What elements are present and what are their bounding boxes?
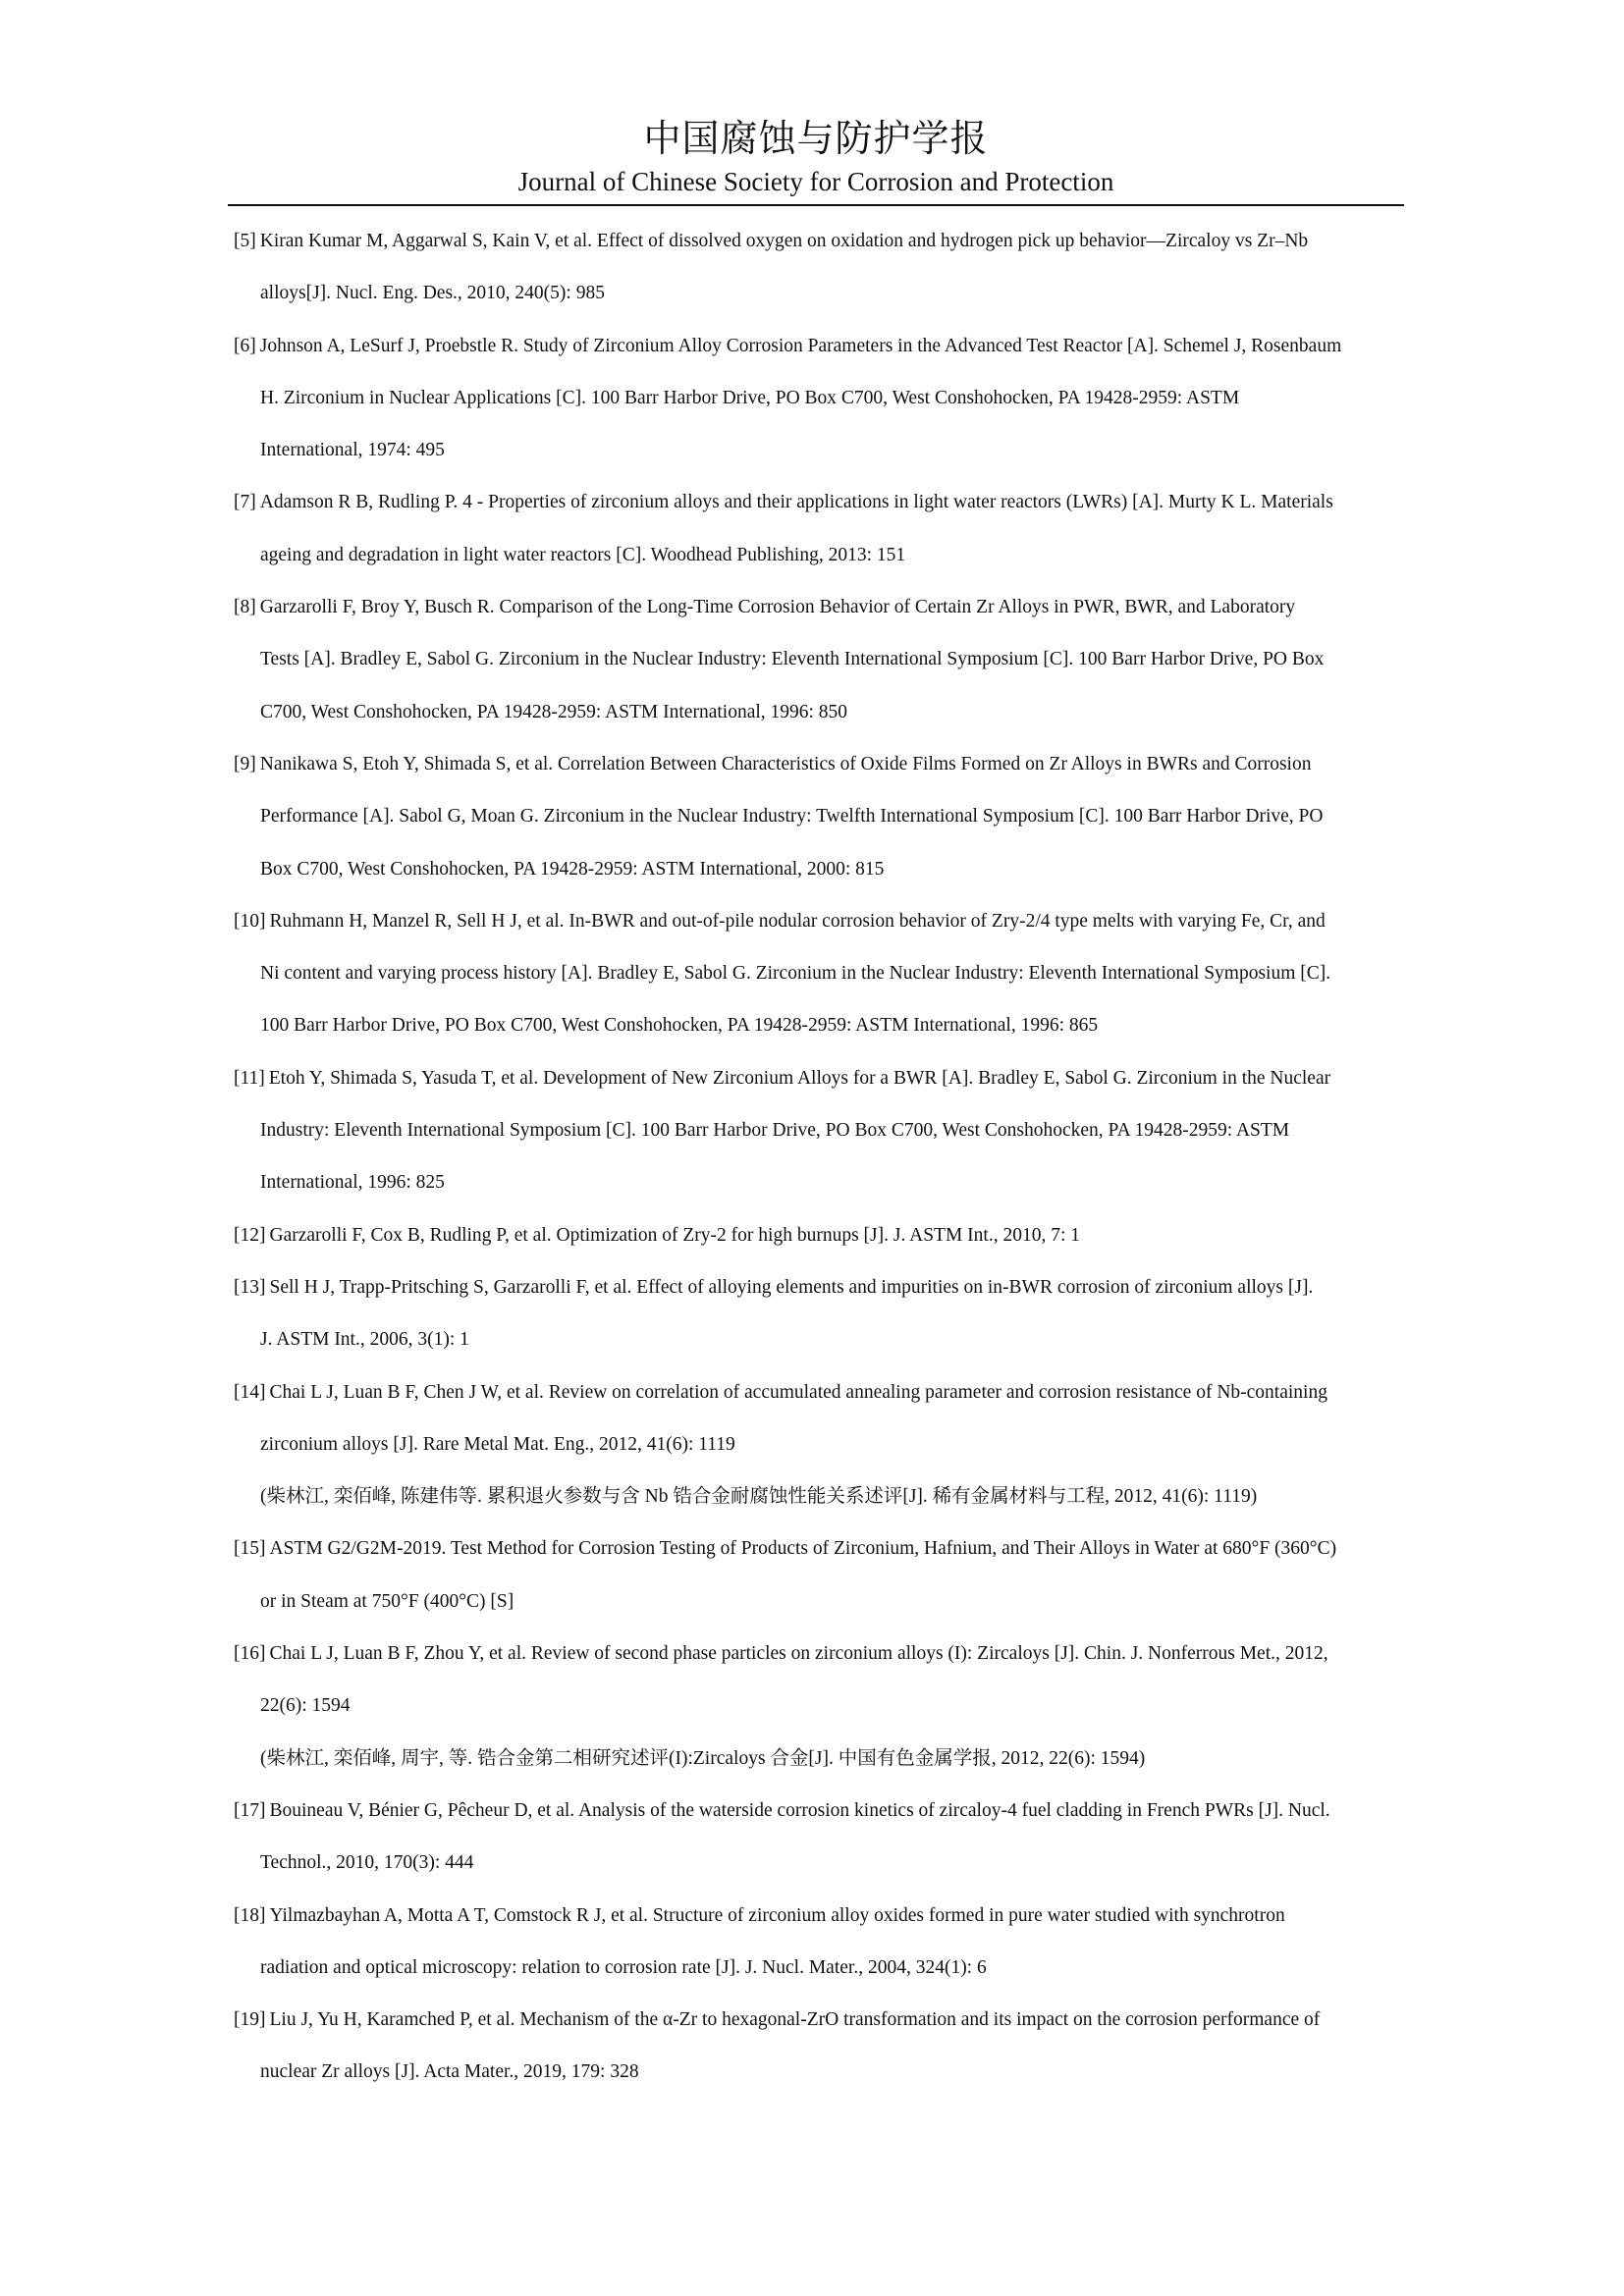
reference-first-line (234, 1628, 1404, 1680)
reference-item (234, 215, 1404, 320)
reference-text: Ruhmann H, Manzel R, Sell H J, et al. In-BWR and out-of-pile nodular corrosion behavior of Zry-2/4 type melts with varying Fe, Cr, and (269, 910, 1326, 932)
reference-continuation: International, 1996: 825 (260, 1172, 445, 1194)
reference-text: Etoh Y, Shimada S, Yasuda T, et al. Development of New Zirconium Alloys for a BWR [A]. Bradley E, Sabol G. Zirconium in the Nuclear (268, 1067, 1331, 1089)
reference-number: [9] (234, 753, 256, 774)
reference-continuation: H. Zirconium in Nuclear Applications [C]. 100 Barr Harbor Drive, PO Box C700, West Conshohocken, PA 19428-2959: ASTM (260, 387, 1240, 408)
reference-item (234, 1785, 1404, 1890)
reference-first-line (234, 1785, 1404, 1837)
reference-text: Yilmazbayhan A, Motta A T, Comstock R J, et al. Structure of zirconium alloy oxides formed in pure water studied with synchrotron (269, 1904, 1285, 1926)
reference-chinese-translation: (柴林江, 栾佰峰, 周宇, 等. 锆合金第二相研究述评(I):Zircaloys 合金[J]. 中国有色金属学报, 2012, 22(6): 1594) (260, 1747, 1146, 1769)
reference-continuation: Box C700, West Conshohocken, PA 19428-2959: ASTM International, 2000: 815 (260, 858, 885, 880)
reference-continuation: radiation and optical microscopy: relation to corrosion rate [J]. J. Nucl. Mater., 2004, 324(1): 6 (260, 1956, 987, 1978)
reference-number: [14] (234, 1381, 266, 1403)
reference-number: [17] (234, 1799, 266, 1821)
reference-number: [10] (234, 910, 266, 932)
reference-number: [11] (234, 1067, 265, 1089)
reference-continuation: Ni content and varying process history [A]. Bradley E, Sabol G. Zirconium in the Nuclear Industry: Eleventh International Symposium [C]. (260, 963, 1331, 985)
reference-first-line (234, 1209, 1404, 1261)
reference-item (234, 1366, 1404, 1523)
reference-number: [12] (234, 1224, 266, 1246)
reference-text: Sell H J, Trapp-Pritsching S, Garzarolli F, et al. Effect of alloying elements and impurities on in-BWR corrosion of zirconium alloys [J]. (269, 1276, 1314, 1298)
reference-item (234, 1890, 1404, 1995)
reference-item (234, 1209, 1404, 1261)
journal-title-en: Journal of Chinese Society for Corrosion and Protection (517, 167, 1114, 196)
reference-first-line (234, 1366, 1404, 1418)
reference-number: [8] (234, 597, 256, 618)
reference-item (234, 1994, 1404, 2099)
reference-number: [6] (234, 335, 256, 356)
reference-continuation: Industry: Eleventh International Symposium [C]. 100 Barr Harbor Drive, PO Box C700, West Conshohocken, PA 19428-2959: ASTM (260, 1120, 1290, 1142)
reference-list (234, 215, 1404, 2099)
journal-title-cn: 中国腐蚀与防护学报 (643, 117, 989, 160)
reference-continuation: J. ASTM Int., 2006, 3(1): 1 (260, 1329, 469, 1351)
reference-item (234, 476, 1404, 581)
reference-first-line (234, 476, 1404, 528)
reference-continuation: Technol., 2010, 170(3): 444 (260, 1852, 474, 1874)
reference-first-line (234, 738, 1404, 790)
reference-continuation: Performance [A]. Sabol G, Moan G. Zirconium in the Nuclear Industry: Twelfth International Symposium [C]. 100 Barr Harbor Drive, PO (260, 806, 1324, 828)
reference-number: [13] (234, 1276, 266, 1298)
reference-text: Kiran Kumar M, Aggarwal S, Kain V, et al. Effect of dissolved oxygen on oxidation and hydrogen pick up behavior—Zircaloy vs Zr–Nb (259, 231, 1309, 251)
reference-first-line (234, 1522, 1404, 1575)
reference-first-line (234, 1994, 1404, 2046)
header-divider (228, 204, 1404, 206)
reference-text: Chai L J, Luan B F, Zhou Y, et al. Review of second phase particles on zirconium alloys (I): Zircaloys [J]. Chin. J. Nonferrous Met., 2012, (269, 1643, 1328, 1665)
reference-first-line (234, 1052, 1404, 1104)
reference-first-line (234, 1890, 1404, 1942)
reference-item (234, 738, 1404, 895)
reference-text: Johnson A, LeSurf J, Proebstle R. Study of Zirconium Alloy Corrosion Parameters in the Advanced Test Reactor [A]. Schemel J, Rosenbaum (259, 335, 1342, 356)
reference-continuation: 100 Barr Harbor Drive, PO Box C700, West Conshohocken, PA 19428-2959: ASTM International, 1996: 865 (260, 1015, 1099, 1037)
reference-first-line (234, 320, 1404, 372)
reference-item (234, 320, 1404, 477)
reference-item (234, 581, 1404, 738)
reference-number: [19] (234, 2009, 266, 2031)
reference-number: [5] (234, 231, 256, 251)
reference-continuation: alloys[J]. Nucl. Eng. Des., 2010, 240(5): 985 (260, 283, 605, 304)
reference-text: Chai L J, Luan B F, Chen J W, et al. Review on correlation of accumulated annealing parameter and corrosion resistance of Nb-containing (269, 1381, 1327, 1403)
reference-item (234, 1522, 1404, 1628)
reference-continuation: Tests [A]. Bradley E, Sabol G. Zirconium in the Nuclear Industry: Eleventh International Symposium [C]. 100 Barr Harbor Drive, PO Box (260, 649, 1325, 670)
reference-text: Adamson R B, Rudling P. 4 - Properties of zirconium alloys and their applications in light water reactors (LWRs) [A]. Murty K L. Materials (259, 492, 1333, 513)
reference-number: [7] (234, 492, 256, 513)
reference-continuation: or in Steam at 750°F (400°C) [S] (260, 1590, 514, 1612)
reference-chinese-translation: (柴林江, 栾佰峰, 陈建伟等. 累积退火参数与含 Nb 锆合金耐腐蚀性能关系述评[J]. 稀有金属材料与工程, 2012, 41(6): 1119) (260, 1486, 1258, 1508)
reference-first-line (234, 1261, 1404, 1313)
reference-number: [16] (234, 1643, 266, 1665)
reference-first-line (234, 895, 1404, 947)
reference-number: [15] (234, 1538, 266, 1560)
reference-first-line (234, 581, 1404, 633)
reference-continuation: 22(6): 1594 (260, 1695, 351, 1717)
reference-text: Bouineau V, Bénier G, Pêcheur D, et al. Analysis of the waterside corrosion kinetics of zircaloy-4 fuel cladding in French PWRs [J]. Nucl. (269, 1799, 1330, 1821)
journal-header (228, 114, 1404, 198)
reference-continuation: nuclear Zr alloys [J]. Acta Mater., 2019, 179: 328 (260, 2061, 639, 2083)
reference-first-line (234, 215, 1404, 267)
reference-text: ASTM G2/G2M-2019. Test Method for Corrosion Testing of Products of Zirconium, Hafnium, and Their Alloys in Water at 680°F (360°C) (269, 1538, 1337, 1560)
reference-continuation: zirconium alloys [J]. Rare Metal Mat. Eng., 2012, 41(6): 1119 (260, 1433, 735, 1455)
reference-continuation: ageing and degradation in light water reactors [C]. Woodhead Publishing, 2013: 151 (260, 544, 906, 565)
reference-continuation: C700, West Conshohocken, PA 19428-2959: ASTM International, 1996: 850 (260, 701, 848, 722)
reference-text: Garzarolli F, Cox B, Rudling P, et al. Optimization of Zry-2 for high burnups [J]. J. ASTM Int., 2010, 7: 1 (269, 1224, 1081, 1246)
reference-item (234, 1261, 1404, 1366)
reference-text: Nanikawa S, Etoh Y, Shimada S, et al. Correlation Between Characteristics of Oxide Films Formed on Zr Alloys in BWRs and Corrosion (259, 753, 1312, 774)
reference-item (234, 1628, 1404, 1785)
reference-item (234, 1052, 1404, 1209)
reference-item (234, 895, 1404, 1052)
reference-number: [18] (234, 1904, 266, 1926)
reference-text: Garzarolli F, Broy Y, Busch R. Comparison of the Long-Time Corrosion Behavior of Certain Zr Alloys in PWR, BWR, and Laboratory (259, 597, 1296, 618)
reference-continuation: International, 1974: 495 (260, 440, 445, 461)
reference-text: Liu J, Yu H, Karamched P, et al. Mechanism of the α-Zr to hexagonal-ZrO transformation and its impact on the corrosion performance of (269, 2009, 1321, 2031)
